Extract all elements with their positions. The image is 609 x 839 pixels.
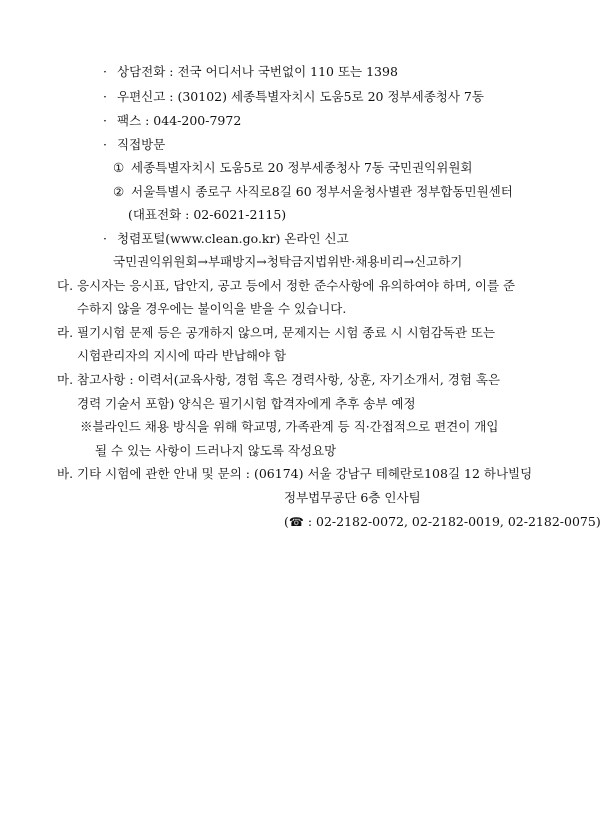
- section-line: 응시자는 응시표, 답안지, 공고 등에서 정한 준수사항에 유의하여야 하며, 이를 준: [77, 278, 516, 293]
- portal-text: 청렴포털(www.clean.go.kr) 온라인 신고: [117, 231, 349, 246]
- section-line: 참고사항 : 이력서(교육사항, 경험 혹은 경력사항, 상훈, 자기소개서, 경험 혹은: [77, 372, 501, 387]
- visit-location-1: [113, 160, 472, 176]
- contact-phones: [284, 514, 601, 530]
- section-da: [57, 278, 515, 294]
- circle-number-2: ②: [113, 184, 125, 199]
- paren-open: (: [284, 514, 289, 529]
- section-label: 라.: [57, 325, 74, 340]
- section-ra: [57, 325, 495, 341]
- portal-path: 국민권익위원회→부패방지→청탁금지법위반·채용비리→신고하기: [113, 254, 463, 269]
- section-label: 다.: [57, 278, 74, 293]
- phone-icon: ☎: [288, 515, 304, 529]
- section-ma-cont: 경력 기술서 포함) 양식은 필기시험 합격자에게 추후 송부 예정: [77, 396, 416, 411]
- circle-number-1: ①: [113, 160, 125, 175]
- blind-note-cont: 될 수 있는 사항이 드러나지 않도록 작성요망: [95, 443, 337, 458]
- section-label: 바.: [57, 466, 74, 481]
- section-da-cont: 수하지 않을 경우에는 불이익을 받을 수 있습니다.: [77, 301, 347, 316]
- section-ba-cont: 정부법무공단 6층 인사팀: [284, 490, 421, 505]
- section-line: 기타 시험에 관한 안내 및 문의 : (06174) 서울 강남구 테헤란로108길 12 하나빌딩: [77, 466, 533, 481]
- bullet-marker: ·: [103, 89, 107, 104]
- visit-location-text: 서울특별시 종로구 사직로8길 60 정부서울청사별관 정부합동민원센터: [131, 184, 513, 199]
- mail-text: 우편신고 : (30102) 세종특별자치시 도움5로 20 정부세종청사 7동: [117, 89, 484, 104]
- report-item-fax: [103, 113, 241, 129]
- visit-location-2: [113, 184, 513, 200]
- report-item-visit: [103, 137, 165, 153]
- bullet-marker: ·: [103, 64, 107, 79]
- phone-numbers: : 02-2182-0072, 02-2182-0019, 02-2182-0075): [303, 514, 601, 529]
- visit-location-text: 세종특별자치시 도움5로 20 정부세종청사 7동 국민권익위원회: [131, 160, 473, 175]
- bullet-marker: ·: [103, 113, 107, 128]
- section-line: 필기시험 문제 등은 공개하지 않으며, 문제지는 시험 종료 시 시험감독관 또는: [77, 325, 496, 340]
- report-item-portal: [103, 231, 349, 247]
- section-label: 마.: [57, 372, 74, 387]
- section-ma: [57, 372, 500, 388]
- blind-note: ※블라인드 채용 방식을 위해 학교명, 가족관계 등 직·간접적으로 편견이 개입: [80, 419, 499, 434]
- bullet-marker: ·: [103, 231, 107, 246]
- section-ba: [57, 466, 532, 482]
- bullet-marker: ·: [103, 137, 107, 152]
- visit-rep-phone: (대표전화 : 02-6021-2115): [128, 207, 287, 222]
- section-ra-cont: 시험관리자의 지시에 따라 반납해야 함: [77, 348, 287, 363]
- report-item-mail: [103, 89, 484, 105]
- hotline-text: 상담전화 : 전국 어디서나 국번없이 110 또는 1398: [117, 64, 398, 79]
- report-item-hotline: [103, 64, 398, 80]
- fax-text: 팩스 : 044-200-7972: [117, 113, 242, 128]
- visit-text: 직접방문: [117, 137, 166, 152]
